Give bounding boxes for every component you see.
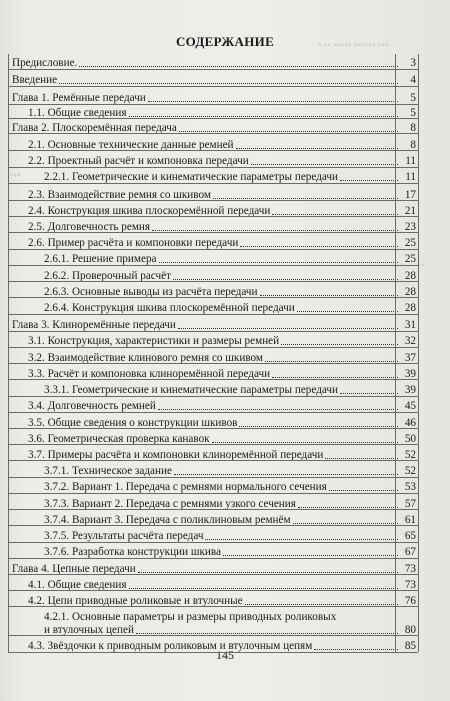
row-rule — [8, 104, 418, 105]
bleed-through-text: ▪▪ — [418, 260, 426, 271]
toc-entry-page: 57 — [404, 497, 416, 510]
dot-leader — [59, 83, 398, 84]
toc-entry-label: и втулочных цепей — [44, 623, 134, 636]
row-rule — [8, 428, 418, 429]
dot-leader — [79, 66, 398, 67]
toc-entry-label: 4.2. Цепи приводные роликовые и втулочные — [28, 594, 243, 607]
toc-entry-label: Глава 1. Ремённые передачи — [12, 92, 146, 105]
row-rule — [8, 216, 418, 217]
toc-entry-label: 3.3. Расчёт и компоновка клиноремённой передачи — [28, 367, 271, 380]
toc-entry-label: 2.4. Конструкция шкива плоскоремённой передачи — [28, 204, 271, 217]
toc-entry-page: 46 — [404, 416, 416, 429]
toc-entry-page: 32 — [404, 335, 416, 348]
toc-entry-label: 3.7.2. Вариант 1. Передача с ремнями нормального сечения — [44, 481, 327, 494]
toc-entry-page: 52 — [404, 448, 416, 461]
toc-entry-label: 3.7.3. Вариант 2. Передача с ремнями узкого сечения — [44, 497, 296, 510]
toc-entry-page: 11 — [405, 171, 416, 184]
row-rule — [8, 460, 418, 461]
toc-entry-page: 17 — [404, 188, 416, 201]
row-rule — [8, 200, 418, 201]
toc-entry-page: 53 — [404, 481, 416, 494]
dot-leader — [281, 344, 398, 345]
dot-leader — [173, 279, 398, 280]
toc-entry-page: 61 — [404, 513, 416, 526]
toc-entry-page: 76 — [404, 594, 416, 607]
toc-entry-page: 21 — [404, 204, 416, 217]
toc-entry-label: 2.6.2. Проверочный расчёт — [44, 269, 172, 282]
page-number: 145 — [216, 648, 234, 662]
toc-entry-label: 3.2. Взаимодействие клинового ремня со шкивом — [28, 351, 264, 364]
toc-entry-label: Предисловие. — [12, 57, 78, 69]
table-border — [395, 54, 396, 652]
toc-entry-page: 67 — [404, 546, 416, 559]
toc-entry-page: 25 — [404, 253, 416, 266]
dot-leader — [251, 164, 398, 165]
toc-entry-label: 3.1. Конструкция, характеристики и размеры ремней — [28, 335, 280, 348]
dot-leader — [265, 361, 398, 362]
row-rule — [8, 606, 418, 607]
dot-leader — [293, 523, 398, 524]
dot-leader — [179, 131, 398, 132]
toc-entry-page: 31 — [404, 319, 416, 332]
toc-entry-label: Введение — [12, 74, 58, 87]
toc-entry-label: 4.2.1. Основные параметры и размеры приводных роликовых — [44, 611, 337, 624]
toc-entry-page: 73 — [404, 562, 416, 575]
toc-entry-label: 3.5. Общие сведения о конструкции шкивов — [28, 416, 238, 429]
row-rule — [8, 379, 418, 380]
toc-entry-page: 28 — [404, 285, 416, 298]
dot-leader — [239, 426, 398, 427]
row-rule — [8, 297, 418, 298]
dot-leader — [260, 295, 398, 296]
toc-entry-label: 4.1. Общие сведения — [28, 578, 127, 591]
dot-leader — [298, 507, 398, 508]
toc-entry-label: Глава 3. Клиноремённые передачи — [12, 319, 176, 332]
dot-leader — [129, 116, 398, 117]
dot-leader — [174, 474, 398, 475]
row-rule — [8, 150, 418, 151]
toc-entry-label: 2.3. Взаимодействие ремня со шкивом — [28, 188, 211, 201]
dot-leader — [138, 572, 398, 573]
bleed-through-text: ▪▪▪ — [10, 170, 21, 181]
toc-entry-page: 3 — [410, 57, 416, 69]
toc-entry-page: 4 — [410, 74, 416, 87]
table-border — [8, 54, 9, 652]
dot-leader — [223, 555, 398, 556]
toc-entry-page: 28 — [404, 302, 416, 315]
dot-leader — [178, 328, 398, 329]
row-rule — [8, 347, 418, 348]
row-rule — [8, 635, 418, 636]
toc-entry-label: 3.6. Геометрическая проверка канавок — [28, 432, 210, 445]
dot-leader — [152, 230, 398, 231]
toc-entry-page: 37 — [404, 351, 416, 364]
toc-entry-label: 3.4. Долговечность ремней — [28, 400, 156, 413]
row-rule — [8, 412, 418, 413]
row-rule — [8, 509, 418, 510]
dot-leader — [236, 148, 398, 149]
row-rule — [8, 493, 418, 494]
dot-leader — [129, 588, 398, 589]
dot-leader — [340, 180, 398, 181]
toc-entry-label: 2.5. Долговечность ремня — [28, 220, 151, 233]
toc-entry-page: 28 — [404, 269, 416, 282]
toc-entry-label: 2.6.1. Решение примера — [44, 253, 157, 266]
dot-leader — [136, 633, 398, 634]
dot-leader — [240, 246, 398, 247]
toc-entry-page: 23 — [404, 220, 416, 233]
row-rule — [8, 363, 418, 364]
toc-entry-label: Глава 2. Плоскоремённая передача — [12, 121, 177, 134]
toc-entry-label: 3.7.6. Разработка конструкции шкива — [44, 546, 221, 559]
row-rule — [8, 86, 418, 87]
dot-leader — [329, 490, 398, 491]
toc-entry-label: 2.6. Пример расчёта и компоновки передачи — [28, 237, 239, 250]
row-rule — [8, 265, 418, 266]
dot-leader — [205, 539, 398, 540]
toc-entry-label: 2.2.1. Геометрические и кинематические параметры передачи — [44, 171, 339, 184]
dot-leader — [297, 311, 398, 312]
row-rule — [8, 118, 418, 119]
toc-entry-page: 52 — [404, 465, 416, 478]
dot-leader — [325, 458, 398, 459]
toc-entry-label: 2.2. Проектный расчёт и компоновка передачи — [28, 155, 249, 168]
toc-entry-page: 50 — [404, 432, 416, 445]
row-rule — [8, 167, 418, 168]
row-rule — [8, 249, 418, 250]
dot-leader — [212, 442, 398, 443]
row-rule — [8, 69, 418, 70]
page-title: СОДЕРЖАНИЕ — [175, 34, 275, 49]
dot-leader — [272, 377, 398, 378]
toc-entry-label: 3.7.1. Техническое задание — [44, 465, 172, 478]
toc-entry-page: 5 — [410, 106, 416, 119]
toc-entry-label: 1.1. Общие сведения — [28, 106, 127, 119]
row-rule — [8, 183, 418, 184]
toc-entry-label: 2.1. Основные технические данные ремней — [28, 138, 234, 151]
dot-leader — [159, 262, 398, 263]
toc-entry-page: 8 — [410, 138, 416, 151]
row-rule — [8, 477, 418, 478]
toc-entry-label: 3.7.4. Вариант 3. Передача с поликлиновым ремнём — [44, 513, 291, 526]
row-rule — [8, 558, 418, 559]
bleed-through-text: ▪ ▪▪ ▪▪▪▪▪ ▪▪▪▪▪▪ ▪▪▪ — [318, 40, 389, 51]
toc-entry-label: 4.3. Звёздочки к приводным роликовым и втулочным цепям — [28, 640, 313, 652]
dot-leader — [272, 214, 398, 215]
toc-entry-page: 25 — [404, 237, 416, 250]
row-rule — [8, 396, 418, 397]
toc-entry-page: 73 — [404, 578, 416, 591]
row-rule — [8, 314, 418, 315]
table-border — [418, 54, 419, 652]
row-rule — [8, 133, 418, 134]
toc-entry-page: 45 — [404, 400, 416, 413]
toc-entry-label: 2.6.4. Конструкция шкива плоскоремённой передачи — [44, 302, 295, 315]
row-rule — [8, 281, 418, 282]
toc-entry-page: 5 — [410, 92, 416, 105]
toc-entry-label: 2.6.3. Основные выводы из расчёта передачи — [44, 285, 258, 298]
toc-entry-label: Глава 4. Цепные передачи — [12, 562, 136, 575]
row-rule — [8, 525, 418, 526]
toc-entry-label: 3.7. Примеры расчёта и компоновки клиноремённой передачи — [28, 448, 324, 461]
row-rule — [8, 590, 418, 591]
row-rule — [8, 331, 418, 332]
dot-leader — [213, 198, 398, 199]
row-rule — [8, 574, 418, 575]
toc-entry-label: 3.7.5. Результаты расчёта передач — [44, 530, 204, 543]
toc-entry-page: 85 — [404, 640, 416, 652]
row-rule — [8, 232, 418, 233]
row-rule — [8, 542, 418, 543]
toc-entry-page: 39 — [404, 384, 416, 397]
dot-leader — [340, 393, 398, 394]
toc-entry-page: 39 — [404, 367, 416, 380]
toc-entry-page: 80 — [404, 623, 416, 636]
toc-entry-page: 65 — [404, 530, 416, 543]
toc-entry-page: 11 — [405, 155, 416, 168]
toc-entry-label: 3.3.1. Геометрические и кинематические параметры передачи — [44, 384, 339, 397]
dot-leader — [158, 409, 398, 410]
dot-leader — [245, 604, 398, 605]
row-rule — [8, 444, 418, 445]
toc-entry-page: 8 — [410, 121, 416, 134]
dot-leader — [148, 101, 398, 102]
row-rule — [8, 652, 418, 653]
